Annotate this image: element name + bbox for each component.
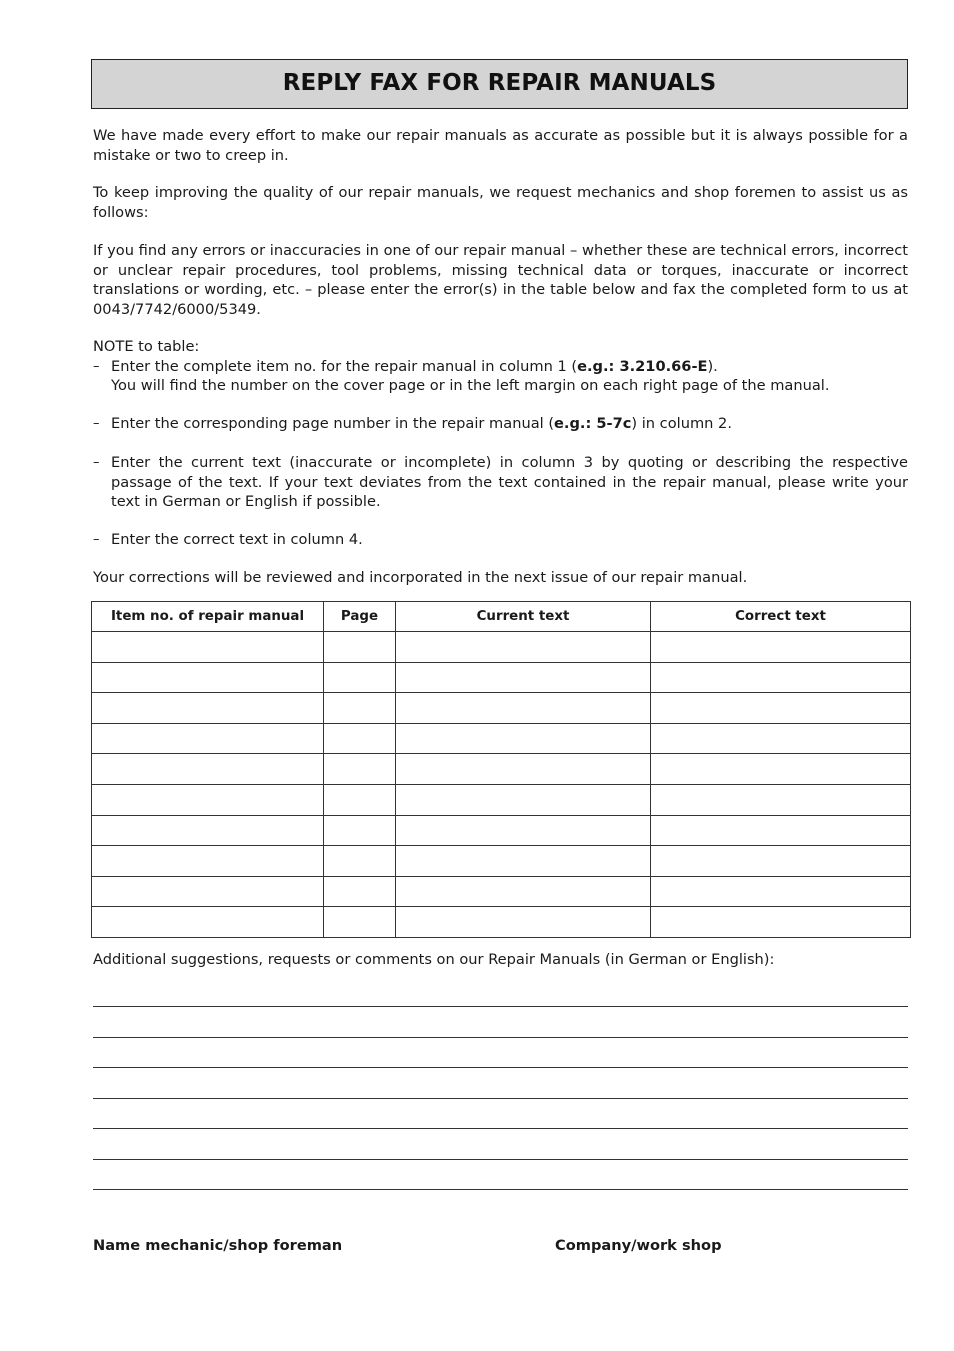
comment-line[interactable] bbox=[93, 1067, 908, 1068]
table-row bbox=[92, 846, 911, 877]
current-text-cell[interactable] bbox=[396, 632, 651, 663]
comment-line[interactable] bbox=[93, 1189, 908, 1190]
item-no-cell[interactable] bbox=[92, 876, 324, 907]
note-section-3 bbox=[93, 453, 908, 512]
dash-bullet: – bbox=[93, 532, 100, 547]
note-item-text: Enter the current text (inaccurate or incomplete) in column 3 by quoting or describing the respective passage of the text. If your text deviates from the text contained in the repair manual, please write your text in German or English if possible. bbox=[111, 454, 908, 510]
column-header-item-no: Item no. of repair manual bbox=[92, 602, 324, 632]
table-row bbox=[92, 693, 911, 724]
page-cell[interactable] bbox=[324, 815, 396, 846]
table-row bbox=[92, 632, 911, 663]
intro-paragraph bbox=[93, 126, 908, 165]
correct-text-cell[interactable] bbox=[651, 907, 911, 938]
correct-text-cell[interactable] bbox=[651, 876, 911, 907]
title-banner bbox=[91, 59, 908, 109]
request-paragraph bbox=[93, 183, 908, 222]
page-title: REPLY FAX FOR REPAIR MANUALS bbox=[282, 70, 717, 97]
current-text-cell[interactable] bbox=[396, 876, 651, 907]
page-cell[interactable] bbox=[324, 723, 396, 754]
correct-text-cell[interactable] bbox=[651, 723, 911, 754]
table-row bbox=[92, 723, 911, 754]
item-no-cell[interactable] bbox=[92, 723, 324, 754]
column-header-correct-text: Correct text bbox=[651, 602, 911, 632]
note-item-text: Enter the corresponding page number in the repair manual (e.g.: 5-7c) in column 2. bbox=[111, 415, 732, 432]
instructions-paragraph bbox=[93, 241, 908, 319]
correct-text-cell[interactable] bbox=[651, 693, 911, 724]
table-row bbox=[92, 907, 911, 938]
dash-bullet: – bbox=[93, 416, 100, 431]
page-cell[interactable] bbox=[324, 693, 396, 724]
comment-line[interactable] bbox=[93, 1006, 908, 1007]
corrections-table bbox=[91, 601, 911, 938]
current-text-cell[interactable] bbox=[396, 907, 651, 938]
additional-paragraph bbox=[93, 950, 908, 970]
table-row bbox=[92, 754, 911, 785]
correct-text-cell[interactable] bbox=[651, 784, 911, 815]
item-no-cell[interactable] bbox=[92, 784, 324, 815]
item-no-cell[interactable] bbox=[92, 907, 324, 938]
dash-bullet: – bbox=[93, 455, 100, 470]
comment-line[interactable] bbox=[93, 1159, 908, 1160]
correct-text-cell[interactable] bbox=[651, 632, 911, 663]
note-section bbox=[93, 337, 908, 396]
current-text-cell[interactable] bbox=[396, 693, 651, 724]
correct-text-cell[interactable] bbox=[651, 662, 911, 693]
instructions-text: If you find any errors or inaccuracies in one of our repair manual – whether these are technical errors, incorrect or unclear repair procedures, tool problems, missing technical data or torques, inaccurate or incorrect translations or wording, etc. – please enter the error(s) in the table below and fax the completed form to us at 0043/7742/6000/5349. bbox=[93, 242, 908, 318]
table-row bbox=[92, 662, 911, 693]
page-cell[interactable] bbox=[324, 846, 396, 877]
comment-line[interactable] bbox=[93, 1128, 908, 1129]
dash-bullet: – bbox=[93, 358, 100, 374]
page-cell[interactable] bbox=[324, 662, 396, 693]
page-cell[interactable] bbox=[324, 754, 396, 785]
note-item-text: Enter the complete item no. for the repair manual in column 1 (e.g.: 3.210.66-E). You will find the number on the cover page or in the left margin on each right page of the manual. bbox=[111, 357, 830, 394]
correct-text-cell[interactable] bbox=[651, 846, 911, 877]
current-text-cell[interactable] bbox=[396, 754, 651, 785]
additional-text: Additional suggestions, requests or comments on our Repair Manuals (in German or English): bbox=[93, 951, 775, 968]
note-item-3 bbox=[93, 453, 908, 512]
request-text: To keep improving the quality of our repair manuals, we request mechanics and shop foremen to assist us as follows: bbox=[93, 184, 908, 221]
note-section-4 bbox=[93, 530, 908, 550]
note-item-1 bbox=[93, 357, 908, 396]
company-workshop-label: Company/work shop bbox=[555, 1237, 722, 1254]
item-no-cell[interactable] bbox=[92, 754, 324, 785]
item-no-cell[interactable] bbox=[92, 662, 324, 693]
current-text-cell[interactable] bbox=[396, 846, 651, 877]
correct-text-cell[interactable] bbox=[651, 754, 911, 785]
page-cell[interactable] bbox=[324, 784, 396, 815]
table-row bbox=[92, 784, 911, 815]
table-row bbox=[92, 815, 911, 846]
note-heading: NOTE to table: bbox=[93, 338, 200, 355]
current-text-cell[interactable] bbox=[396, 662, 651, 693]
correct-text-cell[interactable] bbox=[651, 815, 911, 846]
note-item-4 bbox=[93, 530, 908, 550]
column-header-page: Page bbox=[324, 602, 396, 632]
comment-line[interactable] bbox=[93, 1098, 908, 1099]
note-section-2 bbox=[93, 414, 908, 434]
item-no-cell[interactable] bbox=[92, 693, 324, 724]
comment-line[interactable] bbox=[93, 1037, 908, 1038]
current-text-cell[interactable] bbox=[396, 723, 651, 754]
note-item-2 bbox=[93, 414, 908, 434]
name-mechanic-label: Name mechanic/shop foreman bbox=[93, 1237, 343, 1254]
item-no-cell[interactable] bbox=[92, 846, 324, 877]
page-cell[interactable] bbox=[324, 632, 396, 663]
current-text-cell[interactable] bbox=[396, 784, 651, 815]
page-cell[interactable] bbox=[324, 876, 396, 907]
table-row bbox=[92, 876, 911, 907]
note-item-text: Enter the correct text in column 4. bbox=[111, 531, 363, 548]
current-text-cell[interactable] bbox=[396, 815, 651, 846]
item-no-cell[interactable] bbox=[92, 815, 324, 846]
intro-text: We have made every effort to make our repair manuals as accurate as possible but it is always possible for a mistake or two to creep in. bbox=[93, 127, 908, 164]
review-text: Your corrections will be reviewed and incorporated in the next issue of our repair manual. bbox=[93, 569, 748, 586]
column-header-current-text: Current text bbox=[396, 602, 651, 632]
review-paragraph bbox=[93, 568, 908, 588]
page-cell[interactable] bbox=[324, 907, 396, 938]
item-no-cell[interactable] bbox=[92, 632, 324, 663]
table-header-row bbox=[92, 602, 911, 632]
